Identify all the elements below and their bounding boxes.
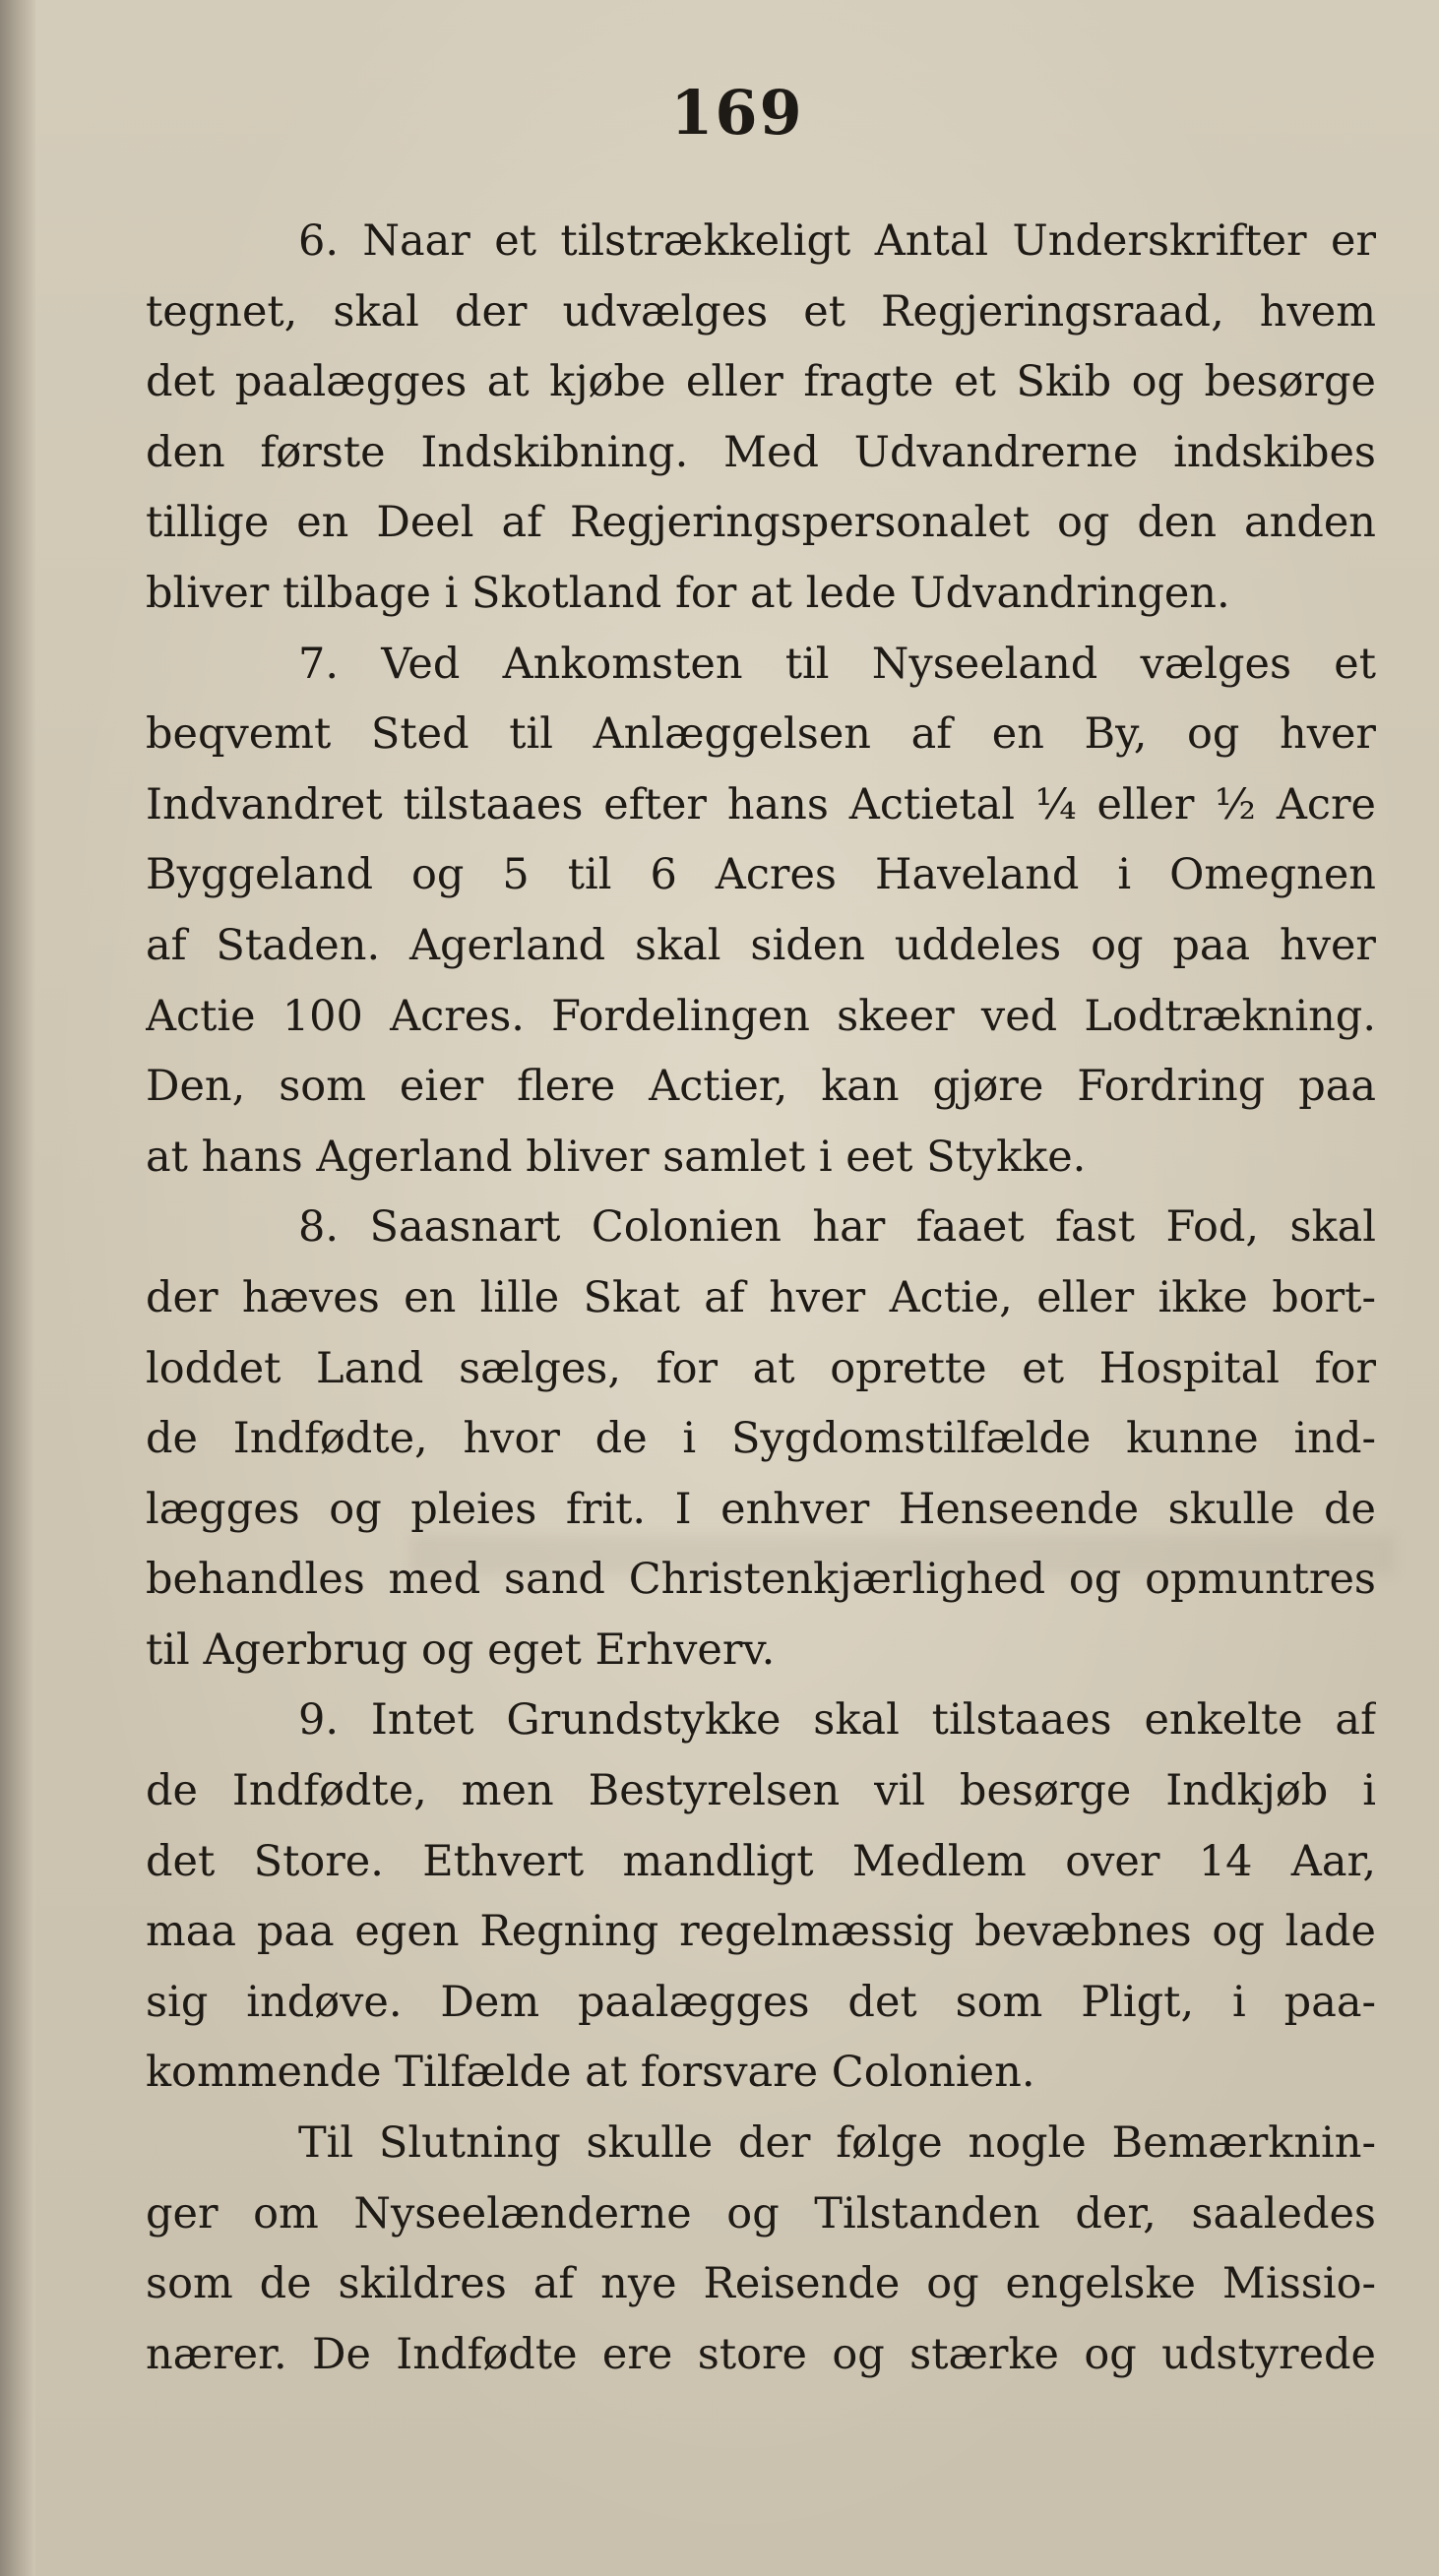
text-line: Indvandret tilstaaes efter hans Actietal ¼ eller ½ Acre [146,779,1376,829]
text-line: sig indøve. Dem paalægges det som Pligt, i paa- [146,1977,1376,2027]
text-line: beqvemt Sted til Anlæggelsen af en By, og hver [146,709,1376,760]
book-page [35,0,1439,2576]
text-line: ger om Nyseelænderne og Tilstanden der, saaledes [146,2188,1376,2239]
text-line: lægges og pleies frit. I enhver Henseende skulle de [146,1484,1376,1534]
text-line: 7. Ved Ankomsten til Nyseeland vælges et [298,639,1376,689]
text-line: behandles med sand Christenkjærlighed og opmuntres [146,1555,1376,1605]
text-line: bliver tilbage i Skotland for at lede Udvandringen. [146,568,1230,618]
text-line: maa paa egen Regning regelmæssig bevæbnes og lade [146,1907,1376,1957]
text-line: Byggeland og 5 til 6 Acres Haveland i Omegnen [146,850,1376,900]
text-line: de Indfødte, hvor de i Sygdomstilfælde kunne ind- [146,1414,1376,1464]
text-line: Actie 100 Acres. Fordelingen skeer ved Lodtrækning. [146,991,1376,1041]
text-line: tegnet, skal der udvælges et Regjeringsraad, hvem [146,286,1376,337]
body-text [146,207,1376,2390]
text-line: Den, som eier flere Actier, kan gjøre Fordring paa [146,1062,1376,1112]
text-line: kommende Tilfælde at forsvare Colonien. [146,2048,1035,2098]
text-line: Til Slutning skulle der følge nogle Bemærknin- [298,2118,1376,2169]
text-line: loddet Land sælges, for at oprette et Hospital for [146,1343,1376,1393]
text-line: det Store. Ethvert mandligt Medlem over 14 Aar, [146,1836,1376,1886]
text-line: at hans Agerland bliver samlet i eet Stykke. [146,1132,1087,1182]
text-line: de Indfødte, men Bestyrelsen vil besørge Indkjøb i [146,1766,1376,1816]
binding-edge [0,0,35,2576]
text-line: som de skildres af nye Reisende og engelske Missio- [146,2259,1376,2309]
text-line: tillige en Deel af Regjeringspersonalet og den anden [146,498,1376,548]
text-line: den første Indskibning. Med Udvandrerne indskibes [146,427,1376,477]
text-line: til Agerbrug og eget Erhverv. [146,1625,776,1675]
text-line: nærer. De Indfødte ere store og stærke og udstyrede [146,2329,1376,2379]
text-line: 6. Naar et tilstrækkeligt Antal Underskrifter er [298,216,1376,266]
page-number: 169 [670,77,804,149]
text-line: 9. Intet Grundstykke skal tilstaaes enkelte af [298,1695,1376,1746]
text-line: det paalægges at kjøbe eller fragte et Skib og besørge [146,357,1376,407]
text-line: af Staden. Agerland skal siden uddeles og paa hver [146,920,1376,970]
text-line: 8. Saasnart Colonien har faaet fast Fod, skal [298,1202,1376,1253]
text-line: der hæves en lille Skat af hver Actie, eller ikke bort- [146,1272,1376,1322]
